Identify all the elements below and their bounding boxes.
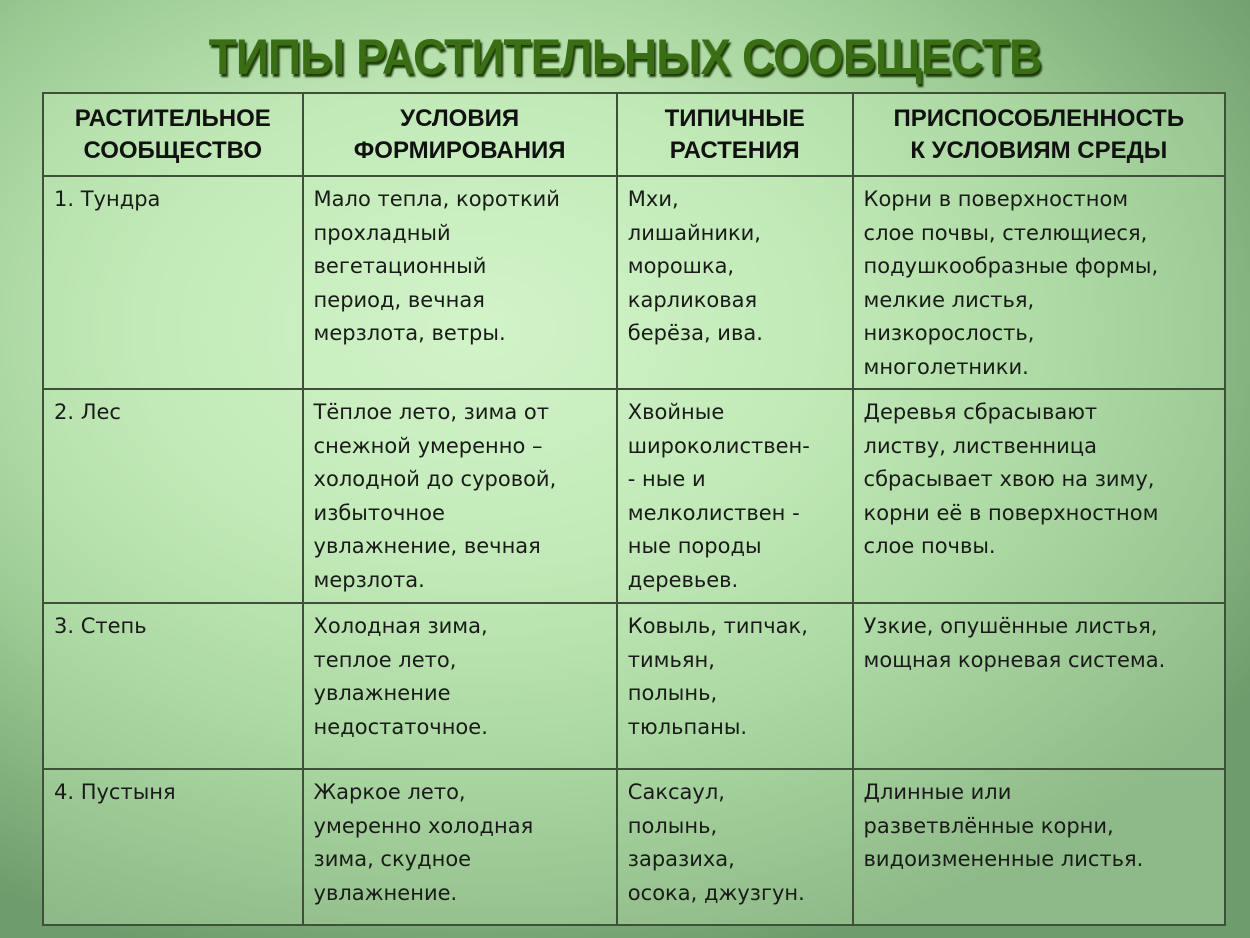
cell-adaptations: Корни в поверхностном слое почвы, стелющиеся, подушкообразные формы, мелкие листья, низкорослость, многолетники. [853, 176, 1225, 389]
cell-adaptations: Узкие, опушённые листья, мощная корневая система. [853, 603, 1225, 769]
table-row [43, 769, 1225, 925]
cell-adaptations: Деревья сбрасывают листву, лиственница сбрасывает хвою на зиму, корни её в поверхностном слое почвы. [853, 389, 1225, 603]
table-row [43, 389, 1225, 603]
header-adaptations: ПРИСПОСОБЛЕННОСТЬ К УСЛОВИЯМ СРЕДЫ [853, 93, 1225, 176]
cell-typical-plants: Ковыль, типчак, тимьян, полынь, тюльпаны. [617, 603, 853, 769]
cell-community: 2. Лес [43, 389, 303, 603]
cell-conditions: Тёплое лето, зима от снежной умеренно – холодной до суровой, избыточное увлажнение, вечная мерзлота. [303, 389, 617, 603]
header-conditions: УСЛОВИЯ ФОРМИРОВАНИЯ [303, 93, 617, 176]
cell-conditions: Мало тепла, короткий прохладный вегетационный период, вечная мерзлота, ветры. [303, 176, 617, 389]
table-header-row [43, 93, 1225, 176]
cell-community: 1. Тундра [43, 176, 303, 389]
cell-adaptations: Длинные или разветвлённые корни, видоизмененные листья. [853, 769, 1225, 925]
cell-typical-plants: Саксаул, полынь, заразиха, осока, джузгун. [617, 769, 853, 925]
cell-community: 4. Пустыня [43, 769, 303, 925]
header-community: РАСТИТЕЛЬНОЕ СООБЩЕСТВО [43, 93, 303, 176]
cell-conditions: Холодная зима, теплое лето, увлажнение недостаточное. [303, 603, 617, 769]
plant-communities-table [42, 92, 1226, 926]
table-row [43, 603, 1225, 769]
table-row [43, 176, 1225, 389]
cell-typical-plants: Мхи, лишайники, морошка, карликовая берёза, ива. [617, 176, 853, 389]
header-typical-plants: ТИПИЧНЫЕ РАСТЕНИЯ [617, 93, 853, 176]
cell-typical-plants: Хвойные широколиствен- - ные и мелколиствен - ные породы деревьев. [617, 389, 853, 603]
cell-community: 3. Степь [43, 603, 303, 769]
slide-title: ТИПЫ РАСТИТЕЛЬНЫХ СООБЩЕСТВ [208, 29, 1042, 85]
cell-conditions: Жаркое лето, умеренно холодная зима, скудное увлажнение. [303, 769, 617, 925]
